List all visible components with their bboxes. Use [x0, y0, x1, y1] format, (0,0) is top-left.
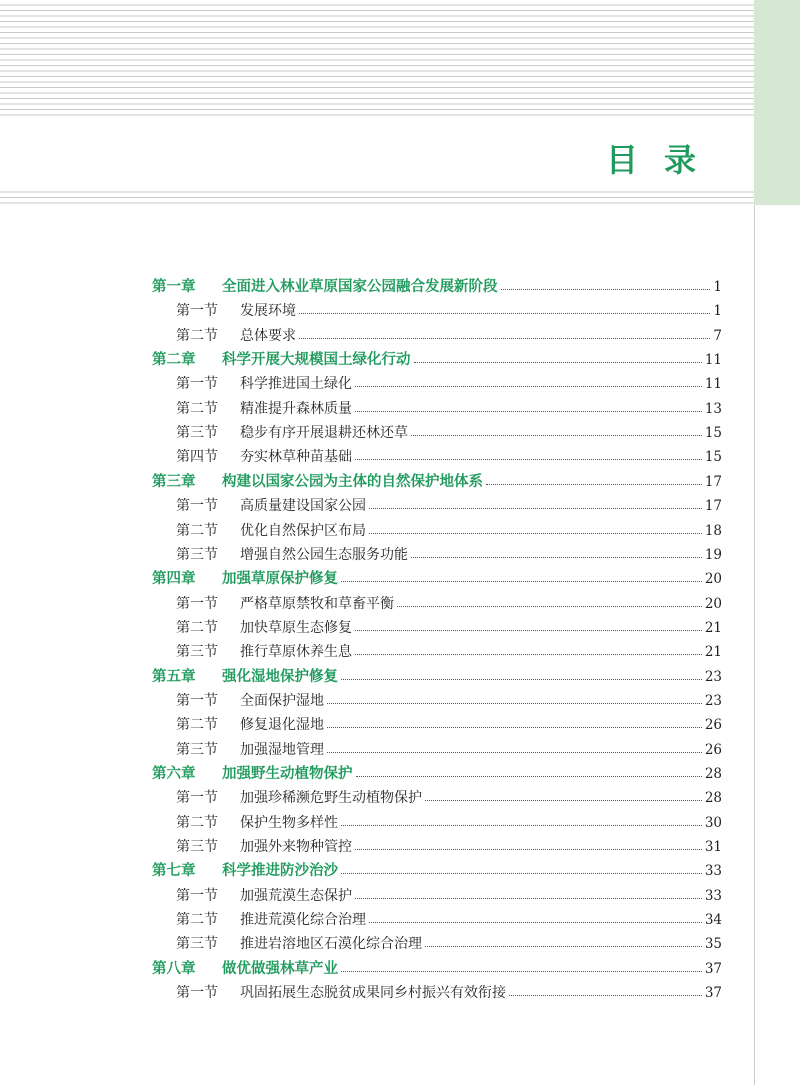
section-number: 第一节 — [176, 498, 218, 515]
dot-leader — [341, 970, 702, 972]
dot-leader — [369, 921, 702, 923]
toc-section-row[interactable] — [176, 811, 722, 835]
section-number: 第一节 — [176, 595, 218, 612]
toc-section-row[interactable] — [176, 884, 722, 908]
chapter-number: 第八章 — [152, 959, 196, 977]
toc-chapter-row[interactable] — [152, 470, 722, 494]
dot-leader — [341, 872, 702, 874]
section-number: 第三节 — [176, 741, 218, 758]
section-number: 第二节 — [176, 619, 218, 636]
page-title: 目录 — [605, 141, 722, 179]
section-title: 推进岩溶地区石漠化综合治理 — [240, 936, 422, 953]
dot-leader — [356, 775, 702, 777]
dot-leader — [414, 361, 702, 363]
dot-leader — [327, 726, 702, 728]
chapter-number: 第四章 — [152, 570, 196, 588]
page-number: 17 — [704, 498, 722, 515]
dot-leader — [355, 629, 702, 631]
section-title: 加快草原生态修复 — [240, 619, 352, 636]
section-number: 第二节 — [176, 400, 218, 417]
chapter-title: 科学开展大规模国土绿化行动 — [222, 351, 411, 369]
section-title: 加强荒漠生态保护 — [240, 887, 352, 904]
toc-section-row[interactable] — [176, 299, 722, 323]
dot-leader — [355, 385, 702, 387]
section-number: 第二节 — [176, 717, 218, 734]
page-number: 20 — [704, 595, 722, 612]
section-number: 第二节 — [176, 912, 218, 929]
page-number: 26 — [704, 717, 722, 734]
dot-leader — [327, 751, 702, 753]
section-title: 精准提升森林质量 — [240, 400, 352, 417]
section-number: 第三节 — [176, 425, 218, 442]
dot-leader — [425, 945, 702, 947]
page-number: 20 — [704, 571, 722, 588]
toc-chapter-row[interactable] — [152, 859, 722, 883]
toc-section-row[interactable] — [176, 592, 722, 616]
toc-chapter-row[interactable] — [152, 275, 722, 299]
dot-leader — [501, 288, 711, 290]
section-title: 保护生物多样性 — [240, 814, 338, 831]
chapter-number: 第三章 — [152, 472, 196, 490]
page-number: 15 — [704, 449, 722, 466]
dot-leader — [369, 532, 702, 534]
dot-leader — [425, 799, 702, 801]
page-number: 33 — [704, 887, 722, 904]
toc-section-row[interactable] — [176, 397, 722, 421]
section-number: 第二节 — [176, 522, 218, 539]
toc-section-row[interactable] — [176, 616, 722, 640]
toc-section-row[interactable] — [176, 786, 722, 810]
page-number: 30 — [704, 814, 722, 831]
section-title: 推进荒漠化综合治理 — [240, 912, 366, 929]
chapter-title: 做优做强林草产业 — [222, 959, 338, 977]
chapter-number: 第二章 — [152, 351, 196, 369]
dot-leader — [355, 897, 702, 899]
dot-leader — [355, 410, 702, 412]
toc-section-row[interactable] — [176, 908, 722, 932]
toc-section-row[interactable] — [176, 981, 722, 1005]
toc-section-row[interactable] — [176, 932, 722, 956]
page-number: 21 — [704, 619, 722, 636]
dot-leader — [509, 994, 702, 996]
toc-section-row[interactable] — [176, 640, 722, 664]
page-number: 19 — [704, 546, 722, 563]
dot-leader — [327, 702, 702, 704]
section-title: 优化自然保护区布局 — [240, 522, 366, 539]
page-number: 28 — [704, 790, 722, 807]
section-title: 全面保护湿地 — [240, 692, 324, 709]
page-number: 37 — [704, 960, 722, 977]
chapter-title: 加强草原保护修复 — [222, 570, 338, 588]
dot-leader — [355, 848, 702, 850]
chapter-title: 加强野生动植物保护 — [222, 765, 353, 782]
dot-leader — [369, 507, 702, 509]
toc-chapter-row[interactable] — [152, 665, 722, 689]
dot-leader — [355, 653, 702, 655]
toc-chapter-row[interactable] — [152, 957, 722, 981]
section-title: 推行草原休养生息 — [240, 644, 352, 661]
toc-section-row[interactable] — [176, 445, 722, 469]
section-number: 第一节 — [176, 790, 218, 807]
toc-section-row[interactable] — [176, 738, 722, 762]
section-number: 第三节 — [176, 644, 218, 661]
section-number: 第一节 — [176, 692, 218, 709]
section-title: 稳步有序开展退耕还林还草 — [240, 425, 408, 442]
right-margin-rule — [754, 205, 755, 1085]
chapter-number: 第七章 — [152, 862, 196, 880]
toc-section-row[interactable] — [176, 543, 722, 567]
section-title: 发展环境 — [240, 303, 296, 320]
section-number: 第二节 — [176, 327, 218, 344]
green-side-tab — [754, 0, 800, 205]
section-title: 总体要求 — [240, 327, 296, 344]
toc-chapter-row[interactable] — [152, 762, 722, 786]
toc-section-row[interactable] — [176, 324, 722, 348]
dot-leader — [411, 556, 702, 558]
section-number: 第二节 — [176, 814, 218, 831]
page-number: 23 — [704, 668, 722, 685]
section-number: 第一节 — [176, 303, 218, 320]
page-number: 11 — [704, 376, 722, 393]
section-number: 第三节 — [176, 936, 218, 953]
page-number: 17 — [704, 473, 722, 490]
chapter-title: 构建以国家公园为主体的自然保护地体系 — [222, 472, 483, 490]
dot-leader — [299, 337, 710, 339]
page-number: 11 — [704, 352, 722, 369]
dot-leader — [355, 458, 702, 460]
page-number: 31 — [704, 839, 722, 856]
chapter-number: 第五章 — [152, 667, 196, 685]
section-title: 巩固拓展生态脱贫成果同乡村振兴有效衔接 — [240, 985, 506, 1002]
toc-section-row[interactable] — [176, 519, 722, 543]
section-title: 高质量建设国家公园 — [240, 498, 366, 515]
section-title: 修复退化湿地 — [240, 717, 324, 734]
page-number: 13 — [704, 400, 722, 417]
toc-section-row[interactable] — [176, 494, 722, 518]
dot-leader — [411, 434, 702, 436]
section-title: 严格草原禁牧和草畜平衡 — [240, 595, 394, 612]
section-number: 第一节 — [176, 985, 218, 1002]
page-number: 37 — [704, 985, 722, 1002]
section-title: 增强自然公园生态服务功能 — [240, 546, 408, 563]
section-number: 第一节 — [176, 376, 218, 393]
page-number: 35 — [704, 936, 722, 953]
page-number: 28 — [704, 766, 722, 782]
chapter-number: 第六章 — [152, 765, 196, 782]
page-number: 21 — [704, 644, 722, 661]
toc-chapter-row[interactable] — [152, 567, 722, 591]
section-title: 加强湿地管理 — [240, 741, 324, 758]
section-title: 科学推进国土绿化 — [240, 376, 352, 393]
chapter-title: 科学推进防沙治沙 — [222, 862, 338, 880]
dot-leader — [397, 605, 702, 607]
dot-leader — [486, 483, 702, 485]
page-number: 1 — [713, 279, 722, 295]
page-number: 33 — [704, 863, 722, 880]
page-number: 26 — [704, 741, 722, 758]
toc-section-row[interactable] — [176, 689, 722, 713]
dot-leader — [341, 678, 702, 680]
page-number: 23 — [704, 692, 722, 709]
page-number: 1 — [713, 303, 722, 320]
chapter-title: 全面进入林业草原国家公园融合发展新阶段 — [222, 278, 498, 295]
section-title: 加强珍稀濒危野生动植物保护 — [240, 790, 422, 807]
toc-chapter-row[interactable] — [152, 348, 722, 372]
page-number: 15 — [704, 425, 722, 442]
toc-section-row[interactable] — [176, 835, 722, 859]
toc-section-row[interactable] — [176, 713, 722, 737]
section-title: 夯实林草种苗基础 — [240, 449, 352, 466]
chapter-number: 第一章 — [152, 278, 196, 295]
dot-leader — [341, 824, 702, 826]
toc-section-row[interactable] — [176, 421, 722, 445]
page-number: 7 — [713, 327, 722, 344]
section-number: 第四节 — [176, 449, 218, 466]
section-title: 加强外来物种管控 — [240, 839, 352, 856]
dot-leader — [341, 580, 702, 582]
section-number: 第三节 — [176, 546, 218, 563]
toc-section-row[interactable] — [176, 372, 722, 396]
chapter-title: 强化湿地保护修复 — [222, 667, 338, 685]
section-number: 第一节 — [176, 887, 218, 904]
section-number: 第三节 — [176, 839, 218, 856]
page-number: 34 — [704, 912, 722, 929]
page-number: 18 — [704, 522, 722, 539]
dot-leader — [299, 312, 710, 314]
